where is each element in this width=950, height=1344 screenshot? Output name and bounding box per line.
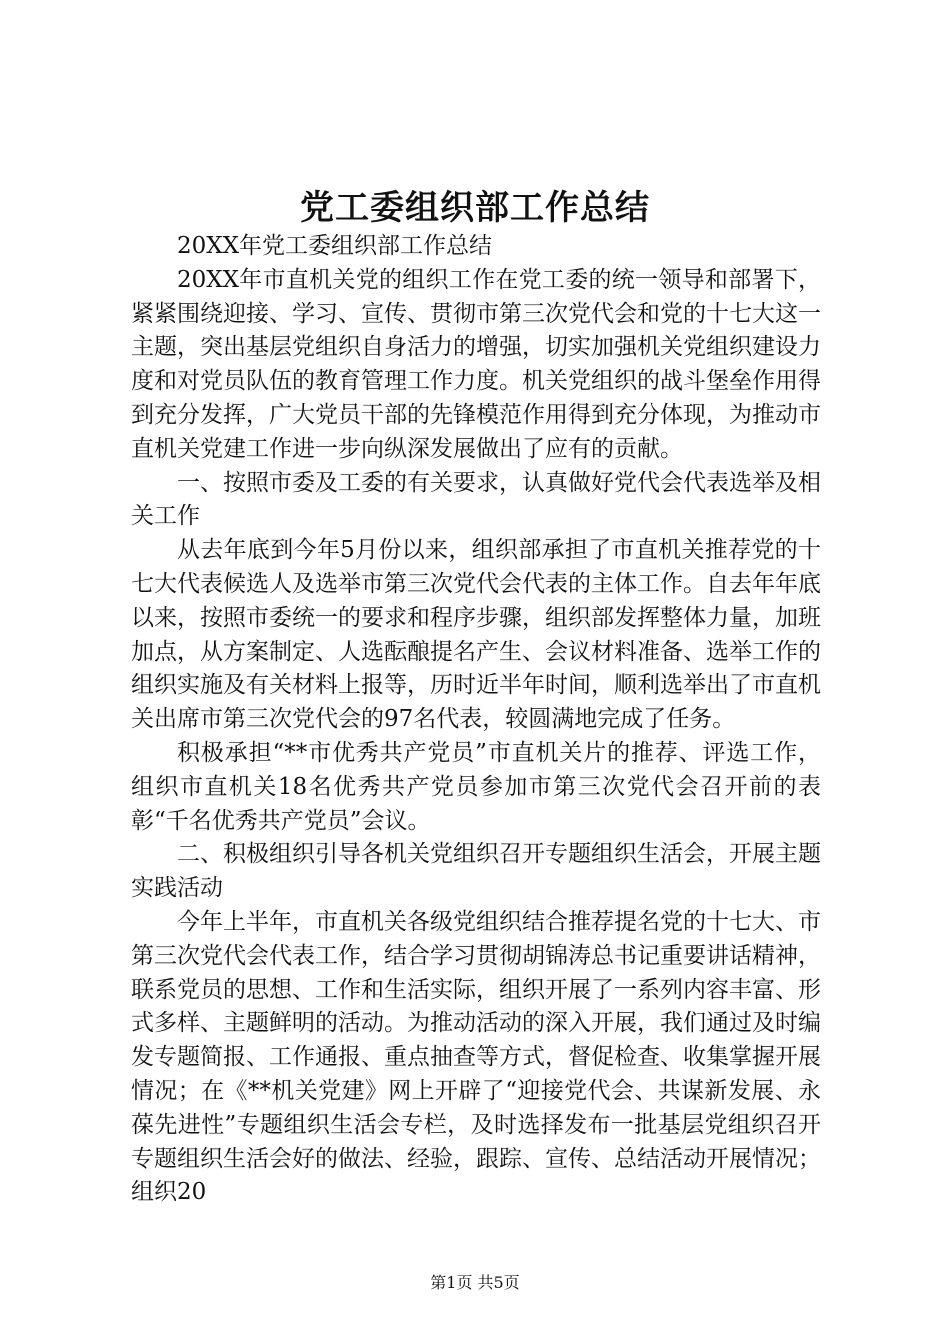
document-body xyxy=(131,230,821,1210)
page-number-footer: 第1页 共5页 xyxy=(430,1273,520,1292)
document-title: 党工委组织部工作总结 xyxy=(300,188,650,228)
paragraph-subtitle: 20XX年党工委组织部工作总结 xyxy=(177,233,493,259)
paragraph-section-1-a: 从去年底到今年5月份以来，组织部承担了市直机关推荐党的十七大代表候选人及选举市第三次党代会代表的主体工作。自去年年底以来，按照市委统一的要求和程序步骤，组织部发挥整体力量，加班加点，从方案制定、人选酝酿提名产生、会议材料准备、选举工作的组织实施及有关材料上报等，历时近半年时间，顺利选举出了市直机关出席市第三次党代会的97名代表，较圆满地完成了任务。 xyxy=(131,537,821,733)
section-heading-2: 二、积极组织引导各机关党组织召开专题组织生活会，开展主题实践活动 xyxy=(131,841,821,902)
paragraph-section-2-a: 今年上半年，市直机关各级党组织结合推荐提名党的十七大、市第三次党代会代表工作，结合学习贯彻胡锦涛总书记重要讲话精神，联系党员的思想、工作和生活实际，组织开展了一系列内容丰富、形式多样、主题鲜明的活动。为推动活动的深入开展，我们通过及时编发专题简报、工作通报、重点抽查等方式，督促检查、收集掌握开展情况；在《**机关党建》网上开辟了“迎接党代会、共谋新发展、永葆先进性”专题组织生活会专栏，及时选择发布一批基层党组织召开专题组织生活会好的做法、经验，跟踪、宣传、总结活动开展情况；组织20 xyxy=(131,908,821,1206)
paragraph-section-1-b: 积极承担“**市优秀共产党员”市直机关片的推荐、评选工作，组织市直机关18名优秀共产党员参加市第三次党代会召开前的表彰“千名优秀共产党员”会议。 xyxy=(131,739,821,834)
section-heading-1: 一、按照市委及工委的有关要求，认真做好党代会代表选举及相关工作 xyxy=(131,469,821,530)
paragraph-intro: 20XX年市直机关党的组织工作在党工委的统一领导和部署下，紧紧围绕迎接、学习、宣传、贯彻市第三次党代会和党的十七大这一主题，突出基层党组织自身活力的增强，切实加强机关党组织建设力度和对党员队伍的教育管理工作力度。机关党组织的战斗堡垒作用得到充分发挥，广大党员干部的先锋模范作用得到充分体现，为推动市直机关党建工作进一步向纵深发展做出了应有的贡献。 xyxy=(131,266,821,462)
